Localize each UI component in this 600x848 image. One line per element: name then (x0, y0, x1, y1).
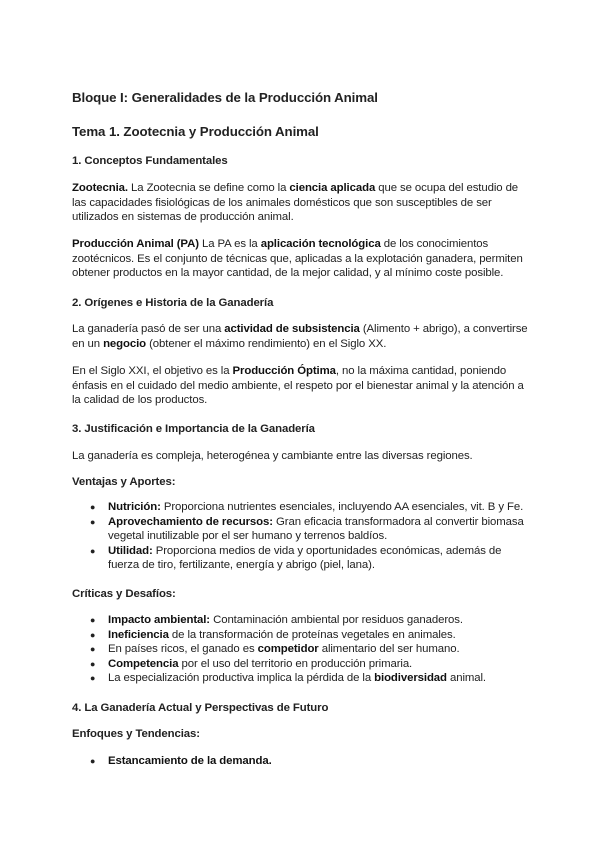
justificacion-paragraph: La ganadería es compleja, heterogénea y cambiante entre las diversas regiones. (72, 450, 473, 462)
list-item: ● Ineficiencia de la transformación de proteínas vegetales en animales. (90, 628, 456, 641)
list-item: ● Utilidad: Proporciona medios de vida y oportunidades económicas, además de fuerza de tiro, fertilizante, energía y abrigo (piel, lana). (90, 544, 502, 571)
ventajas-list (72, 500, 534, 573)
term-produccion-animal: Producción Animal (PA) (72, 238, 199, 250)
produccion-animal-paragraph: Producción Animal (PA) La PA es la aplicación tecnológica de los conocimientos zootécnicos. Es el conjunto de técnicas que, aplicadas a la explotación ganadera, permiten obtener productos en la mayor cantidad, de la mejor calidad, y al mínimo coste posible. (72, 238, 523, 280)
criticas-list (72, 613, 534, 686)
ventajas-label: Ventajas y Aportes: (72, 476, 176, 488)
enfoques-label: Enfoques y Tendencias: (72, 728, 200, 740)
enfoques-list (72, 754, 534, 769)
term-zootecnia: Zootecnia. (72, 182, 128, 194)
bullet-icon: ● (90, 756, 96, 766)
bullet-icon: ● (90, 629, 96, 640)
list-item: ● Impacto ambiental: Contaminación ambiental por residuos ganaderos. (90, 614, 463, 626)
list-item: ● Nutrición: Proporciona nutrientes esenciales, incluyendo AA esenciales, vit. B y Fe. (90, 501, 524, 513)
section-1-heading: 1. Conceptos Fundamentales (72, 155, 228, 167)
bullet-icon: ● (90, 615, 96, 625)
list-item: ● En países ricos, el ganado es competidor alimentario del ser humano. (90, 643, 460, 655)
bullet-icon: ● (90, 644, 96, 654)
criticas-label: Críticas y Desafíos: (72, 588, 176, 600)
list-item: ● Estancamiento de la demanda. (90, 755, 272, 767)
list-item: ● Competencia por el uso del territorio en producción primaria. (90, 657, 413, 670)
zootecnia-paragraph: Zootecnia. La Zootecnia se define como la ciencia aplicada que se ocupa del estudio de las capacidades fisiológicas de los animales domésticos que son susceptibles de ser utilizados en sistemas de producción animal. (72, 182, 519, 224)
topic-title: Tema 1. Zootecnia y Producción Animal (72, 124, 319, 139)
section-4-heading: 4. La Ganadería Actual y Perspectivas de Futuro (72, 702, 329, 714)
bullet-icon: ● (90, 502, 96, 512)
bullet-icon: ● (90, 545, 96, 556)
bullet-icon: ● (90, 673, 96, 683)
origenes-paragraph-2: En el Siglo XXI, el objetivo es la Producción Óptima, no la máxima cantidad, poniendo énfasis en el cuidado del medio ambiente, el respeto por el bienestar animal y la atención a la calidad de los productos. (72, 365, 524, 407)
bullet-icon: ● (90, 658, 96, 669)
block-title: Bloque I: Generalidades de la Producción Animal (72, 90, 378, 105)
section-3-heading: 3. Justificación e Importancia de la Ganadería (72, 423, 315, 435)
list-item: ● Aprovechamiento de recursos: Gran eficacia transformadora al convertir biomasa vegetal inutilizable por el ser humano y terrenos baldíos. (90, 515, 524, 542)
list-item: ● La especialización productiva implica la pérdida de la biodiversidad animal. (90, 672, 486, 684)
origenes-paragraph-1: La ganadería pasó de ser una actividad de subsistencia (Alimento + abrigo), a convertirse en un negocio (obtener el máximo rendimiento) en el Siglo XX. (72, 323, 528, 350)
bullet-icon: ● (90, 516, 96, 527)
section-2-heading: 2. Orígenes e Historia de la Ganadería (72, 297, 274, 309)
